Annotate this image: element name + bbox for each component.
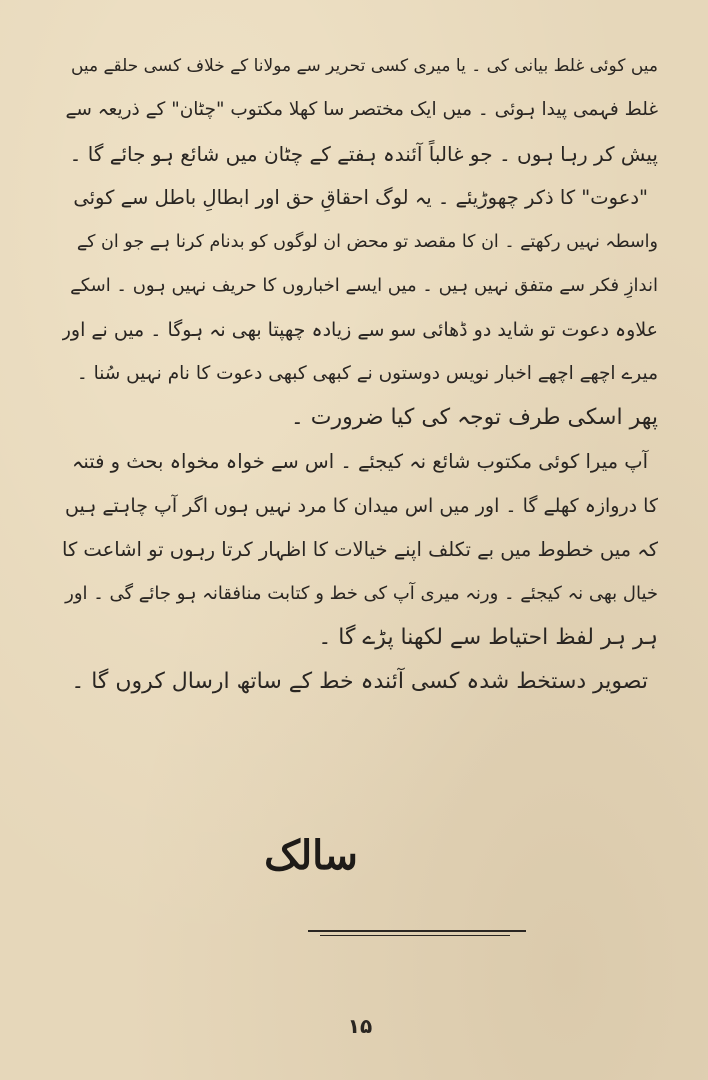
text-line-5: واسطہ نہیں رکھتے ۔ ان کا مقصد تو محض ان لوگوں کو بدنام کرنا ہے جو ان کے xyxy=(76,232,658,252)
text-line-4: "دعوت" کا ذکر چھوڑیئے ۔ یہ لوگ احقاقِ حق اور ابطالِ باطل سے کوئی xyxy=(73,186,648,209)
text-line-9: پھر اسکی طرف توجہ کی کیا ضرورت ۔ xyxy=(290,405,658,430)
text-line-6: اندازِ فکر سے متفق نہیں ہیں ۔ میں ایسے اخباروں کا حریف نہیں ہوں ۔ اسکے xyxy=(70,275,658,296)
letter-body xyxy=(62,44,658,704)
text-line-3: پیش کر رہا ہوں ۔ جو غالباً آئندہ ہفتے کے چٹان میں شائع ہو جائے گا ۔ xyxy=(69,142,658,166)
text-line-7: علاوہ دعوت تو شاید دو ڈھائی سو سے زیادہ چھپتا بھی نہ ہوگا ۔ میں نے اور xyxy=(62,319,658,341)
text-line-15: تصویر دستخط شدہ کسی آئندہ خط کے ساتھ ارسال کروں گا ۔ xyxy=(71,669,648,694)
page-number: ۱۵ xyxy=(347,1014,373,1038)
text-line-12: کہ میں خطوط میں بے تکلف اپنے خیالات کا اظہار کرتا رہوں تو اشاعت کا xyxy=(62,538,658,561)
text-line-1: میں کوئی غلط بیانی کی ۔ یا میری کسی تحریر سے مولانا کے خلاف کسی حلقے میں xyxy=(70,56,658,76)
rule-line-top xyxy=(308,930,526,932)
text-line-11: کا دروازہ کھلے گا ۔ اور میں اس میدان کا مرد نہیں ہوں اگر آپ چاہتے ہیں xyxy=(65,495,658,517)
text-line-8: میرے اچھے اچھے اخبار نویس دوستوں نے کبھی کبھی دعوت کا نام نہیں سُنا ۔ xyxy=(76,363,658,384)
signature: سالک xyxy=(264,832,358,879)
text-line-14: ہر ہر لفظ احتیاط سے لکھنا پڑے گا ۔ xyxy=(318,625,658,650)
text-line-2: غلط فہمی پیدا ہوئی ۔ میں ایک مختصر سا کھلا مکتوب "چٹان" کے ذریعہ سے xyxy=(65,99,658,120)
rule-line-bottom xyxy=(320,935,510,936)
text-line-13: خیال بھی نہ کیجئے ۔ ورنہ میری آپ کی خط و کتابت منافقانہ ہو جائے گی ۔ اور xyxy=(65,583,658,604)
double-rule-divider xyxy=(308,930,526,938)
text-line-10: آپ میرا کوئی مکتوب شائع نہ کیجئے ۔ اس سے خواہ مخواہ بحث و فتنہ xyxy=(71,450,648,473)
